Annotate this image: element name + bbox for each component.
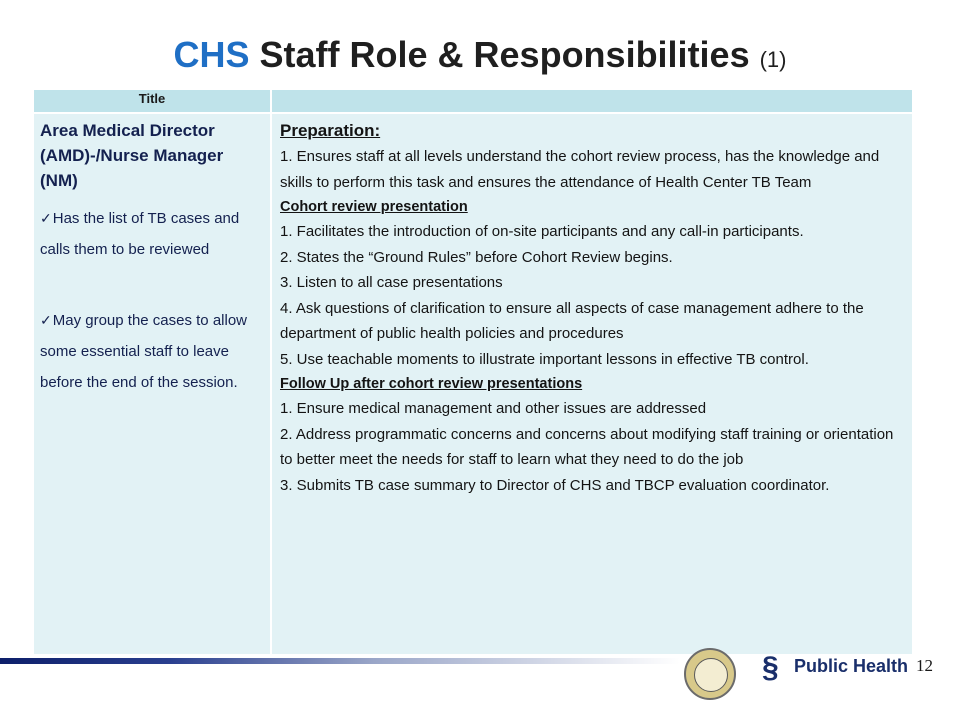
list-item: 1. Facilitates the introduction of on-site participants and any call-in participants. xyxy=(280,223,804,240)
header-cell-title: Title xyxy=(33,89,271,113)
list-item xyxy=(40,203,264,265)
header-cell-right xyxy=(271,89,913,113)
roles-table xyxy=(32,88,914,656)
public-health-logo-icon: § xyxy=(762,651,779,684)
role-title: Area Medical Director (AMD)-/Nurse Manager (NM) xyxy=(40,121,224,190)
cohort-review-heading: Cohort review presentation xyxy=(280,199,468,215)
list-item: 1. Ensures staff at all levels understand the cohort review process, has the knowledge and skills to perform this task and ensures the attendance of Health Center TB Team xyxy=(280,148,880,191)
table-header-row xyxy=(33,89,913,113)
list-item: 4. Ask questions of clarification to ensure all aspects of case management adhere to the department of public health policies and procedures xyxy=(280,299,864,342)
follow-up-heading: Follow Up after cohort review presentations xyxy=(280,376,583,392)
list-item: 1. Ensure medical management and other issues are addressed xyxy=(280,400,707,417)
responsibilities-cell xyxy=(271,113,913,655)
role-cell xyxy=(33,113,271,655)
bullet-text: Has the list of TB cases and calls them to be reviewed xyxy=(40,210,240,258)
footer-bar xyxy=(0,658,680,664)
county-seal-icon xyxy=(684,648,736,700)
list-item xyxy=(40,305,264,398)
check-icon: ✓ xyxy=(40,210,52,226)
list-item: 2. Address programmatic concerns and concerns about modifying staff training or orientation to better meet the needs for staff to learn what they need to do the job xyxy=(280,425,894,468)
bullet-text: May group the cases to allow some essential staff to leave before the end of the session. xyxy=(40,312,248,391)
check-icon: ✓ xyxy=(40,312,52,328)
title-main: Staff Role & Responsibilities xyxy=(249,34,760,75)
list-item: 5. Use teachable moments to illustrate important lessons in effective TB control. xyxy=(280,350,809,368)
list-item: 3. Submits TB case summary to Director of CHS and TBCP evaluation coordinator. xyxy=(280,476,830,494)
slide-title xyxy=(0,34,960,76)
preparation-heading: Preparation: xyxy=(280,121,381,140)
logo-text: Public Health xyxy=(794,656,909,676)
title-accent: CHS xyxy=(173,34,250,75)
page-number: 12 xyxy=(916,656,933,675)
list-item: 2. States the “Ground Rules” before Cohort Review begins. xyxy=(280,248,673,266)
title-suffix: (1) xyxy=(759,47,787,72)
list-item: 3. Listen to all case presentations xyxy=(280,274,503,291)
table-row xyxy=(33,113,913,655)
